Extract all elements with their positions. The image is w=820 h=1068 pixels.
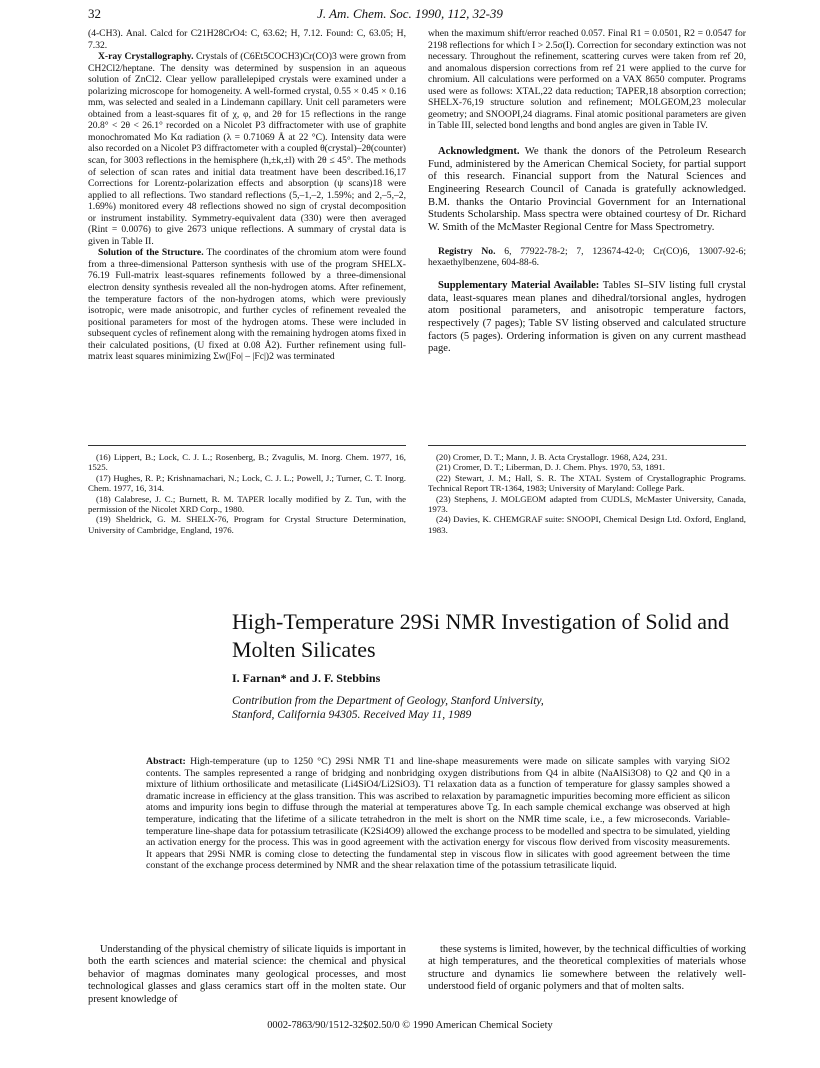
footnotes-right — [428, 452, 746, 535]
supplementary-paragraph — [428, 280, 746, 356]
acknowledgment-paragraph — [428, 146, 746, 235]
footnote: (22) Stewart, J. M.; Hall, S. R. The XTAL System of Crystallographic Programs. Technical Report TR-1364, 1983; University of Maryland: College Park. — [428, 472, 746, 494]
footnote: (18) Calabrese, J. C.; Burnett, R. M. TAPER locally modified by Z. Tun, with the permission of the Nicolet XRD Corp., 1980. — [88, 493, 406, 515]
footnote: (20) Cromer, D. T.; Mann, J. B. Acta Crystallogr. 1968, A24, 231. — [436, 452, 668, 462]
solution-paragraph — [88, 247, 406, 362]
footnote: (19) Sheldrick, G. M. SHELX-76, Program for Crystal Structure Determination, University of Cambridge, England, 1976. — [88, 514, 406, 535]
page-number: 32 — [88, 6, 101, 21]
abstract-label: Abstract: — [146, 756, 186, 767]
xray-text: Crystals of (C6Et5COCH3)Cr(CO)3 were grown from CH2Cl2/heptane. The density was determined by suspension in an aqueous solution of ZnCl2. Clear yellow parallelepiped crystals were examined under a polarizing microscope for homogeneity. A well-formed crystal, 0.55 × 0.45 × 0.16 mm, was selected and sealed in a Lindemann capillary. Unit cell parameters were obtained from a least-squares fit of χ, φ, and 2θ for 15 reflections in the range 20.8° < 2θ < 26.1° recorded on a Nicolet P3 diffractometer with use of graphite monochromated Mo Kα radiation (λ = 0.71069 Å at 22 °C). Intensity data were also recorded on a Nicolet P3 diffractometer with a coupled θ(crystal)–2θ(counter) scan, for 3003 reflections in the hemisphere (h,±k,±l) with 2θ ≤ 45°. The methods of selection of scan rates and initial data treatment have been described.16,17 Corrections for Lorentz-polarization effects and absorption (ψ scans)18 were applied to all reflections. Two standard reflections (5,–1,–2, 1.59%; and 2,–5,–2, 1.69%) monitored every 48 reflections showed no sign of crystal decomposition or instrument instability. Symmetry-equivalent data (330) were then averaged (Rint = 0.0076) to give 2673 unique reflections. A summary of crystal data is given in Table II. — [88, 51, 406, 247]
acknowledgment-text: We thank the donors of the Petroleum Research Fund, administered by the American Chemical Society, for partial support of this research. Financial support from the Natural Sciences and Engineering Research Council of Canada is gratefully acknowledged. B.M. thanks the Ontario Provincial Government for an International Students Scholarship. Mass spectra were obtained courtesy of Dr. Richard W. Smith of the McMaster Regional Centre for Mass Spectrometry. — [428, 145, 746, 234]
right-column — [428, 28, 746, 356]
solution-text: The coordinates of the chromium atom were found from a three-dimensional Patterson synthesis with use of the program SHELX-76.19 Full-matrix least-squares refinements followed by a three-dimensional electron density synthesis revealed all the non-hydrogen atoms. After refinement, the temperature factors of the non-hydrogen atoms, which were previously isotropic, were made anisotropic, and further cycles of refinement revealed the positional parameters for most of the hydrogen atoms. These were included in subsequent cycles of refinement along with the remaining hydrogen atoms fixed in their calculated positions, (U fixed at 0.08 Å2). Further refinement using full-matrix least squares minimizing Σw(|Fo| – |Fc|)2 was terminated — [88, 247, 406, 363]
acknowledgment-heading: Acknowledgment. — [438, 145, 520, 157]
intro-paragraph-continued: these systems is limited, however, by the technical difficulties of working at high temperatures, and the theoretical complexities of materials whose structure and dynamics lie somewhere between the relatively well-understood field of organic polymers and that of molten salts. — [428, 944, 746, 993]
article-affiliation — [232, 694, 752, 722]
footnote-rule-left — [88, 445, 406, 446]
registry-text: 6, 77922-78-2; 7, 123674-42-0; Cr(CO)6, 13007-92-6; hexaethylbenzene, 604-88-6. — [428, 245, 746, 269]
footnote: (17) Hughes, R. P.; Krishnamachari, N.; Lock, C. J. L.; Powell, J.; Turner, C. T. Inorg. Chem. 1977, 16, 314. — [88, 472, 406, 494]
received-line: Stanford, California 94305. Received May 11, 1989 — [232, 708, 472, 721]
copyright-footer: 0002-7863/90/1512-32$02.50/0 © 1990 American Chemical Society — [267, 1020, 553, 1031]
left-column — [88, 28, 406, 363]
title-line: Molten Silicates — [232, 637, 376, 662]
supplementary-text: Tables SI–SIV listing full crystal data, least-squares mean planes and dihedral/torsional angles, hydrogen atom positional parameters, and anisotropic temperature factors, respectively (7 pages); Table SV listing observed and calculated structure factors (5 pages). Ordering information is given on any current masthead page. — [428, 279, 746, 355]
abstract-text: High-temperature (up to 1250 °C) 29Si NMR T1 and line-shape measurements were made on silicate samples with varying SiO2 contents. The samples represented a range of bridging and nonbridging oxygen distributions from Q4 in albite (NaAlSi3O8) to Q2 and Q0 in a mixture of lithium orthosilicate and metasilicate (Li4SiO4/Li2SiO3). T1 relaxation data as a function of temperature for glassy samples showed a dramatic increase in efficiency at the glass transition. This was ascribed to relaxation by paramagnetic impurities becoming more efficient as silicon atoms and impurity ions begin to diffuse through the material at temperatures above Tg. In each sample chemical exchange was observed at high temperature, indicating that the lifetime of a silicate tetrahedron in the melt is short on the NMR time scale, i.e., a few microseconds. Variable-temperature line-shape data for potassium tetrasilicate (K2Si4O9) allowed the exchange process to be modelled and spectra to be simulated, yielding an activation energy for the process. This was in good agreement with the activation energy for viscous flow derived from viscosity measurements. It appears that 29Si NMR is coming close to detecting the fundamental step in viscous flow in silicates with good agreement between the time constant of the exchange process determined by NMR and the shear relaxation time of the potassium tetrasilicate liquid. — [146, 756, 730, 872]
refinement-paragraph: when the maximum shift/error reached 0.057. Final R1 = 0.0501, R2 = 0.0547 for 2198 reflections for which I > 2.5σ(I). Correction for secondary extinction was not necessary. Throughout the refinement, scattering curves were taken from ref 20, and anomalous dispersion corrections from ref 21 were applied to the curve for chromium. All calculations were performed on a VAX 8650 computer. Programs used were as follows: XTAL,22 data reduction; TAPER,18 absorption correction; SHELX-76,19 structure solution and refinement; MOLGEOM,23 molecular geometry; and SNOOPI,24 diagrams. Final atomic positional parameters are given in Table III, selected bond lengths and bond angles are given in Table IV. — [428, 28, 746, 132]
running-header — [88, 6, 732, 24]
supplementary-heading: Supplementary Material Available: — [438, 279, 600, 291]
journal-citation: J. Am. Chem. Soc. 1990, 112, 32-39 — [317, 6, 503, 21]
intro-paragraph: Understanding of the physical chemistry of silicate liquids is important in both the earth sciences and material science: the chemical and physical behavior of magmas dominates many geological processes, and most technological glasses and glass ceramics start off in the molten state. Our present knowledge of — [88, 944, 406, 1005]
registry-paragraph — [428, 246, 746, 269]
analysis-paragraph: (4-CH3). Anal. Calcd for C21H28CrO4: C, 63.62; H, 7.12. Found: C, 63.05; H, 7.32. — [88, 28, 406, 51]
footnote: (21) Cromer, D. T.; Liberman, D. J. Chem. Phys. 1970, 53, 1891. — [436, 462, 665, 473]
xray-heading: X-ray Crystallography. — [98, 51, 194, 63]
article-title — [232, 608, 732, 664]
footnote: (24) Davies, K. CHEMGRAF suite: SNOOPI, Chemical Design Ltd. Oxford, England, 1983. — [428, 514, 746, 535]
xray-paragraph — [88, 51, 406, 247]
intro-left — [88, 944, 406, 1006]
title-line: High-Temperature 29Si NMR Investigation of Solid and — [232, 609, 730, 634]
intro-right — [428, 944, 746, 994]
footnotes-left — [88, 452, 406, 535]
abstract — [146, 756, 730, 872]
solution-heading: Solution of the Structure. — [98, 247, 204, 259]
footnote: (23) Stephens, J. MOLGEOM adapted from CUDLS, McMaster University, Canada, 1973. — [428, 493, 746, 515]
registry-heading: Registry No. — [438, 245, 496, 257]
footnote: (16) Lippert, B.; Lock, C. J. L.; Rosenberg, B.; Zvagulis, M. Inorg. Chem. 1977, 16, 1525. — [88, 452, 406, 473]
article-authors: I. Farnan* and J. F. Stebbins — [232, 671, 381, 685]
footnote-rule-right — [428, 445, 746, 446]
affiliation-line: Contribution from the Department of Geology, Stanford University, — [232, 694, 544, 707]
